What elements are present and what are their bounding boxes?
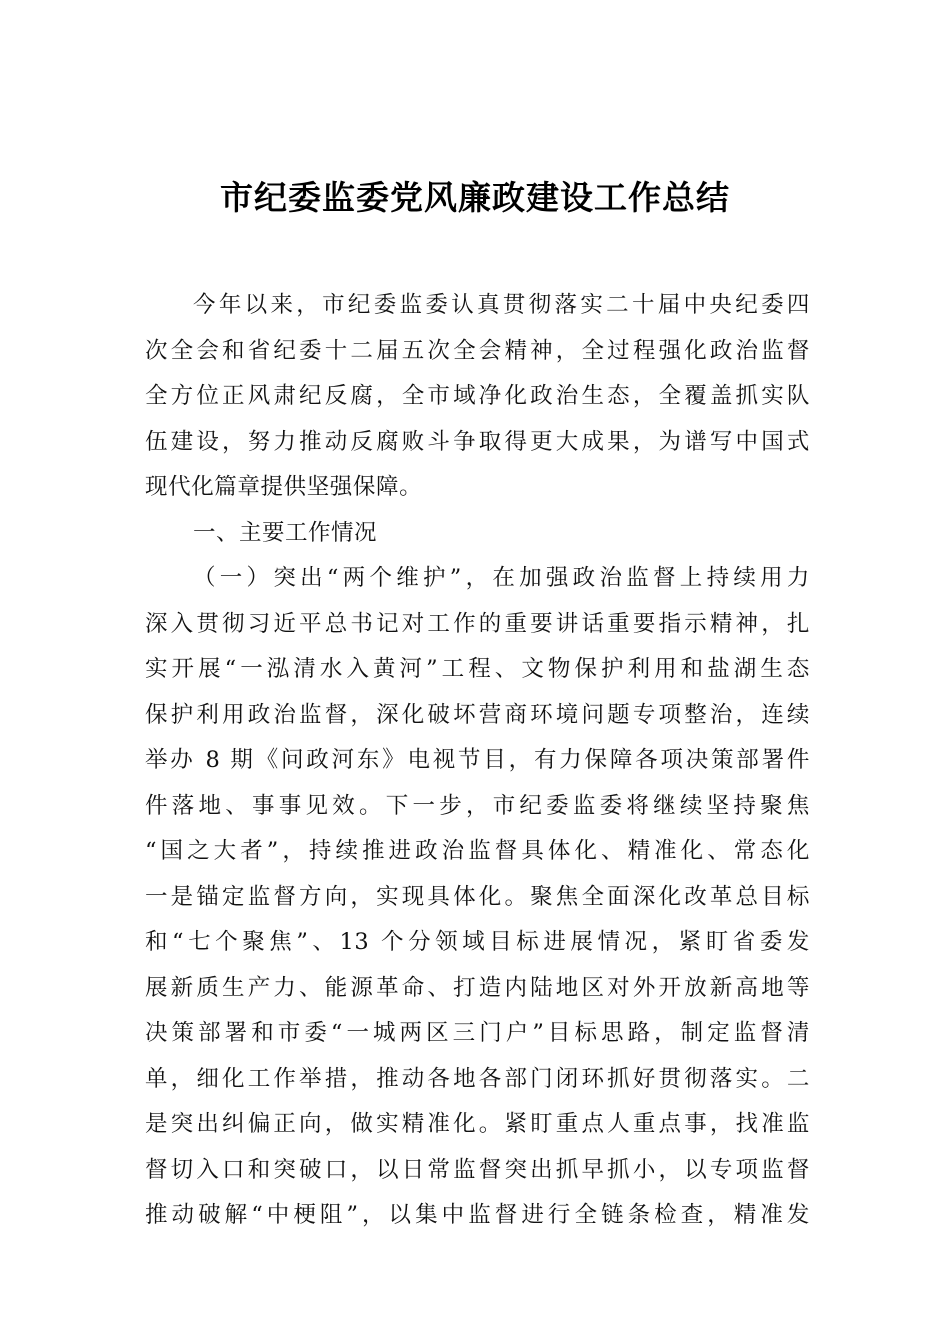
body-line: 是突出纠偏正向，做实精准化。紧盯重点人重点事，找准监 bbox=[145, 1111, 810, 1137]
intro-line: 次全会和省纪委十二届五次全会精神，全过程强化政治监督 bbox=[145, 337, 810, 364]
body-line: 实开展“一泓清水入黄河”工程、文物保护利用和盐湖生态 bbox=[145, 656, 810, 682]
subsection-heading-line: （一）突出“两个维护”，在加强政治监督上持续用力 bbox=[193, 565, 810, 591]
body-line: 件落地、事事见效。下一步，市纪委监委将继续坚持聚焦 bbox=[145, 792, 810, 819]
body-line: 单，细化工作举措，推动各地各部门闭环抓好贯彻落实。二 bbox=[145, 1065, 810, 1092]
intro-line: 现代化篇章提供坚强保障。 bbox=[145, 474, 423, 500]
body-line: 深入贯彻习近平总书记对工作的重要讲话重要指示精神，扎 bbox=[145, 610, 810, 637]
intro-line: 今年以来，市纪委监委认真贯彻落实二十届中央纪委四 bbox=[193, 292, 810, 318]
body-line: 一是锚定监督方向，实现具体化。聚焦全面深化改革总目标 bbox=[145, 883, 810, 910]
intro-line: 全方位正风肃纪反腐，全市域净化政治生态，全覆盖抓实队 bbox=[145, 383, 810, 409]
body-line: 推动破解“中梗阻”，以集中监督进行全链条检查，精准发 bbox=[145, 1202, 810, 1228]
body-line: 举办 8 期《问政河东》电视节目，有力保障各项决策部署件 bbox=[145, 747, 810, 773]
body-line: “国之大者”，持续推进政治监督具体化、精准化、常态化 bbox=[145, 838, 810, 864]
body-line: 和“七个聚焦”、13 个分领域目标进展情况，紧盯省委发 bbox=[145, 929, 810, 955]
document-body bbox=[145, 283, 810, 1239]
section-heading: 一、主要工作情况 bbox=[193, 519, 378, 546]
body-line: 决策部署和市委“一城两区三门户”目标思路，制定监督清 bbox=[145, 1020, 810, 1046]
body-line: 保护利用政治监督，深化破坏营商环境问题专项整治，连续 bbox=[145, 701, 810, 728]
document-title: 市纪委监委党风廉政建设工作总结 bbox=[220, 178, 730, 217]
body-line: 督切入口和突破口，以日常监督突出抓早抓小，以专项监督 bbox=[145, 1156, 810, 1183]
body-line: 展新质生产力、能源革命、打造内陆地区对外开放新高地等 bbox=[145, 974, 810, 1001]
intro-line: 伍建设，努力推动反腐败斗争取得更大成果，为谱写中国式 bbox=[145, 428, 810, 455]
